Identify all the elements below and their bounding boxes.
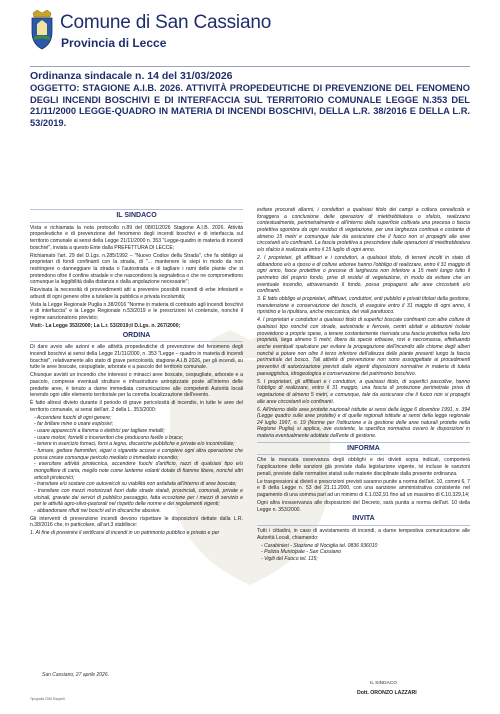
municipal-crest-icon xyxy=(30,10,54,50)
heading-invita: INVITA xyxy=(352,515,375,523)
document-date: San Cassiano, 27 aprile 2026. xyxy=(42,672,109,678)
section-divider xyxy=(257,525,470,526)
paragraph-avvio: Di dare avvio alle azioni e alle attività propedeutiche di prevenzione del fenomeno degli incendi boschivi ai sensi della Legge 21/11/2000, n. 353 "Legge – quadro in materia di incendi boschivi", relativamente allo stato di grave pericolosità, stagione A.I.B 2026, per gli incendi, su tutte le aree boscate, cespugliate, arborate e a pascolo del territorio comunale. xyxy=(30,344,243,371)
section-divider xyxy=(257,454,470,455)
list-item: - abbandonare rifiuti nei boschi ed in discariche abusive. xyxy=(34,507,161,514)
list-item: - usare apparecchi a fiamma o elettrici per tagliare metalli; xyxy=(34,428,165,435)
list-item: - transitare e/o sostare con autoveicoli su viabilità non asfaltata all'interno di aree boscate; xyxy=(34,481,237,488)
heading-informa: INFORMA xyxy=(347,444,380,452)
paragraph-art3-1-cont: evitare procurati allarmi, i conduttori a qualsiasi titolo dei campi a coltura cerealicola e foraggera a conclusione delle operazioni di mietitrebbiatura o sfalcio, realizzano contestualmente, perimetralmente e all'interno della superficie coltivata una precesa o fascia protettiva sgombra da ogni residuo di vegetazione, per una larghezza continua e costante di almeno 15 metri e comunque tale da assicurare che il fuoco non si propaghi alle aree circostanti e/o confinanti. La fascia protettiva a prescindere dalle operazioni di mietitrebbiatura e/o sfalcio è realizzata entro il 15 luglio di ogni anno. xyxy=(257,207,470,253)
list-item: - fumare, gettare fiammiferi, sigari o sigarette accese e compiere ogni altra operazione che possa creare comunque pericolo mediato o immediato incendio; xyxy=(34,448,243,461)
section-divider xyxy=(30,341,243,342)
paragraph-avvistamento: Chiunque avvisti un incendio che interessi o minacci aree boscate, cespugliate, arborate e a pascolo, comprese eventuali strutture e infrastrutture antropizzate poste all'interno delle predette aree, è tenuto a darne immediata comunicazione alle competenti Autorità locali tenendo ogni utile elemento territoriale per la corretta localizzazione dell'evento. xyxy=(30,372,243,399)
heading-ordina: ORDINA xyxy=(122,331,151,339)
list-item: - esercitare attività pirotecnica, accendere fuochi d'artificio, razzi di qualsiasi tipo e/o mongolfiere di carta, meglio note come lanterne volanti dotate di fiamme libere, nonché altri articoli pirotecnici; xyxy=(34,461,243,481)
header-divider xyxy=(30,66,470,67)
paragraph-ravvisata: Ravvisata la necessità di provvedimenti atti a prevenire possibili incendi di erbe infestanti e arbusti di ogni genere oltre a tutelare la pubblica e privata incolumità; xyxy=(30,287,243,300)
list-item: - Accendere fuochi di ogni genere; xyxy=(34,414,112,421)
list-item: - transitare con mezzi motorizzati fuori dalle strade statali, provinciali, comunali, private e vicinali, gravate dai servizi di pubblico passaggio, fatta eccezione per i mezzi di servizio e per le attività agro-silvo-pastorali nel rispetto delle norme e dei regolamenti vigenti; xyxy=(34,488,243,508)
list-item: - usare motori, fornelli o inceneritori che producono faville o brace; xyxy=(34,434,184,441)
paragraph-art3-1: 1. Al fine di prevenire il verificarsi di incendi in un patrimonio pubblico e privato e per xyxy=(30,530,220,537)
section-divider xyxy=(30,222,243,223)
paragraph-richiamato: Richiamato l'art. 29 del D.Lgs. n.285/1992 – "Nuovo Codice della Strada", che fa obbligo ai proprietari di fondi confinanti con la strada, di "... mantenere le siepi in modo da non restringere o danneggiare la strada o l'autostrada e di tagliare i rami delle piante che si protendono oltre il confine stradale e che nascondono la segnaletica o che ne compromettono comunque la leggibilità dalla distanza e dalla angolazione necessarie"; xyxy=(30,252,243,286)
paragraph-legge-regionale: Vista la Legge Regionale Puglia n.38/2016 "Norme in materia di contrasto agli incendi boschivi e di interfaccia" e la Legge Regionale n.53/2019 e le prescrizioni ivi contenute, nonché il regime sanzionatorio previsto; xyxy=(30,301,243,322)
right-column xyxy=(257,207,470,564)
left-column xyxy=(30,207,243,538)
paragraph-interventi: Gli interventi di prevenzione incendi devono rispettare le disposizioni dettate dalla L.R. n.38/2016 che, in particolare, all'art.3 stabilisce: xyxy=(30,515,243,529)
section-divider xyxy=(30,209,243,210)
contact-item: - Carabinieri - Stazione di Nociglia tel. 0836 936010 xyxy=(261,542,378,549)
paragraph-inosservanza: Ogni altra inosservanza alle disposizioni del Decreto, sarà punita a norma dell'art. 10 della Legge n. 353/2000. xyxy=(257,499,470,513)
ordinance-title: Ordinanza sindacale n. 14 del 31/03/2026 xyxy=(30,70,233,82)
paragraph-vista: Vista e richiamata la nota protocollo n.89 del 08/01/2026 Stagione A.I.B. 2026. Attività propedeutiche e di prevenzione del fenomeno degli incendi boschivi e di interfaccia sul territorio comunale ai sensi della Legge 21/11/2000 n. 353 "Legge-quadro in materia di incendi boschivi", inviata a questo Ente dalla PREFETTURA DI LECCE; xyxy=(30,224,243,251)
paragraph-trasgressioni: Le trasgressioni ai divieti e prescrizioni previsti saranno punite a norma dell'art. 10, commi 6, 7 e 8 della Legge n. 53 del 21.11.2000, con una sanzione amministrativa consistente nel pagamento di una somma pari ad un minimo di €.1.032,91 fino ad un massimo di €.10.329,14; xyxy=(257,478,470,499)
municipality-name: Comune di San Cassiano xyxy=(60,12,272,33)
contact-item: - Vigili del Fuoco tel. 115; xyxy=(261,555,318,562)
heading-il-sindaco: IL SINDACO xyxy=(116,212,157,219)
signatory-name: Dott. ORONZO LAZZARI xyxy=(357,690,417,696)
paragraph-divieto: È fatto altresì divieto durante il periodo di grave pericolosità di incendio, in tutte le aree del territorio comunale, ai sensi dell'art. 2 della L. 353/2000: xyxy=(30,400,243,413)
paragraph-visti: Visti:- La Legge 353/2000; La L.r. 53/2019;il D.Lgs. n. 267/2000; xyxy=(30,323,181,330)
contacts-list xyxy=(257,543,470,563)
paragraph-art3-4: 4. I proprietari e conduttori a qualsiasi titolo di superfici boscate confinanti con altre colture di qualsiasi tipo nonché con strade, autostrade e ferrovie, centri abitati e abitazioni isolate provvedono a proprie spese, a tenere costantemente riservata una fascia protettiva nella loro proprietà, larga almeno 5 metri, libera da specie erbacee, rovi e necromassa, effettuando anche eventuali spalcature per evitare la propagazione dell'incendio alle chiome degli alberi nonché a potare non oltre il terzo inferiore dell'altezza delle piante presenti lungo la fascia perimetrale del bosco. Tali attività di prevenzione non sono assoggettate ai procedimenti preventivi di autorizzazione previsti dalle vigenti disposizioni normative in materia di tutela paesaggistica, idrogeologica e conservazione del patrimonio boschivo. xyxy=(257,317,470,377)
province-name: Provincia di Lecce xyxy=(61,36,167,50)
signature-label: IL SINDACO xyxy=(370,681,398,686)
paragraph-art3-3: 3. È fatto obbligo ai proprietari, affittuari, conduttori, enti pubblici e privati titolari della gestione, manutenzione e conservazione dei boschi, di eseguire entro il 31 maggio di ogni anno, il ripristino e la ripulitura, anche meccanica, dei viali parafuoco. xyxy=(257,296,470,316)
paragraph-art3-2: 2. I proprietari, gli affittuari e i conduttori, a qualsiasi titolo, di terreni incolti in stato di abbandono e/o a riposo e di colture arboree hanno l'obbligo di realizzare, entro il 31 maggio di ogni anno, fasce protettive o precese di larghezza non inferiore a 15 metri lungo tutto il perimetro del proprio fondo, prive di residui di vegetazione, in modo da evitare che un eventuale incendio, attraversando il fondo, possa propagarsi alle aree circostanti e/o confinanti. xyxy=(257,254,470,295)
list-item: - far brillare mine o usare esplosivi; xyxy=(34,421,113,428)
paragraph-cittadini: Tutti i cittadini, in caso di avvistamento di incendi, a darne tempestiva comunicazione alle Autorità Locali, chiamando: xyxy=(257,527,470,541)
paragraph-art3-5: 5. I proprietari, gli affittuari e i conduttori, a qualsiasi titolo, di superfici pascolive, hanno l'obbligo di realizzare, entro il 31 maggio, una fascia di protezione perimetrale priva di vegetazione di almeno 5 metri, e comunque, tale da assicurare che il fuoco non si propaghi alle aree circostanti e/o confinanti. xyxy=(257,378,470,405)
section-divider xyxy=(257,442,470,443)
ordinance-subject: OGGETTO: STAGIONE A.I.B. 2026. ATTIVITÀ PROPEDEUTICHE DI PREVENZIONE DEL FENOMENO DEGLI INCENDI BOSCHIVI E DI INTERFACCIA SUL TERRITORIO COMUNALE LEGGE N.353 DEL 21/11/2000 LEGGE-QUADRO IN MATERIA DI INCENDI BOSCHIVI, DELLA L.R. 38/2016 E DELLA L.R. 53/2019. xyxy=(30,83,470,128)
paragraph-sanzioni: Che la mancata osservanza degli obblighi e dei divieti sopra indicati, comporterà l'applicazione delle sanzioni già previste dalla legislazione vigente, ivi incluse le sanzioni penali, previste dalle normative statali sulle materie disciplinate dalla presente ordinanza. xyxy=(257,457,470,477)
contact-item: - Polizia Municipale - San Cassiano xyxy=(261,549,342,556)
list-item: - tenere in esercizio fornaci, forni a legna, discariche pubbliche e private e/o incontrollate; xyxy=(34,441,235,448)
prohibitions-list xyxy=(30,415,243,515)
footer-note: Tipografia 2026 Rapporti xyxy=(30,697,65,701)
paragraph-art3-6: 6. All'interno delle aree protette nazionali istituite ai sensi della legge 6 dicembre 1991, n. 394 (Legge quadro sulle aree protette) e di quelle regionali istituite ai sensi della legge regionale 24 luglio 1997, n. 19 (Norme per l'istituzione e la gestione delle aree naturali protette nella Regione Puglia) si applica, ove esistente, la specifica normativa ovvero le disposizioni in materia eventualmente adottate dall'ente di gestione. xyxy=(257,406,470,440)
